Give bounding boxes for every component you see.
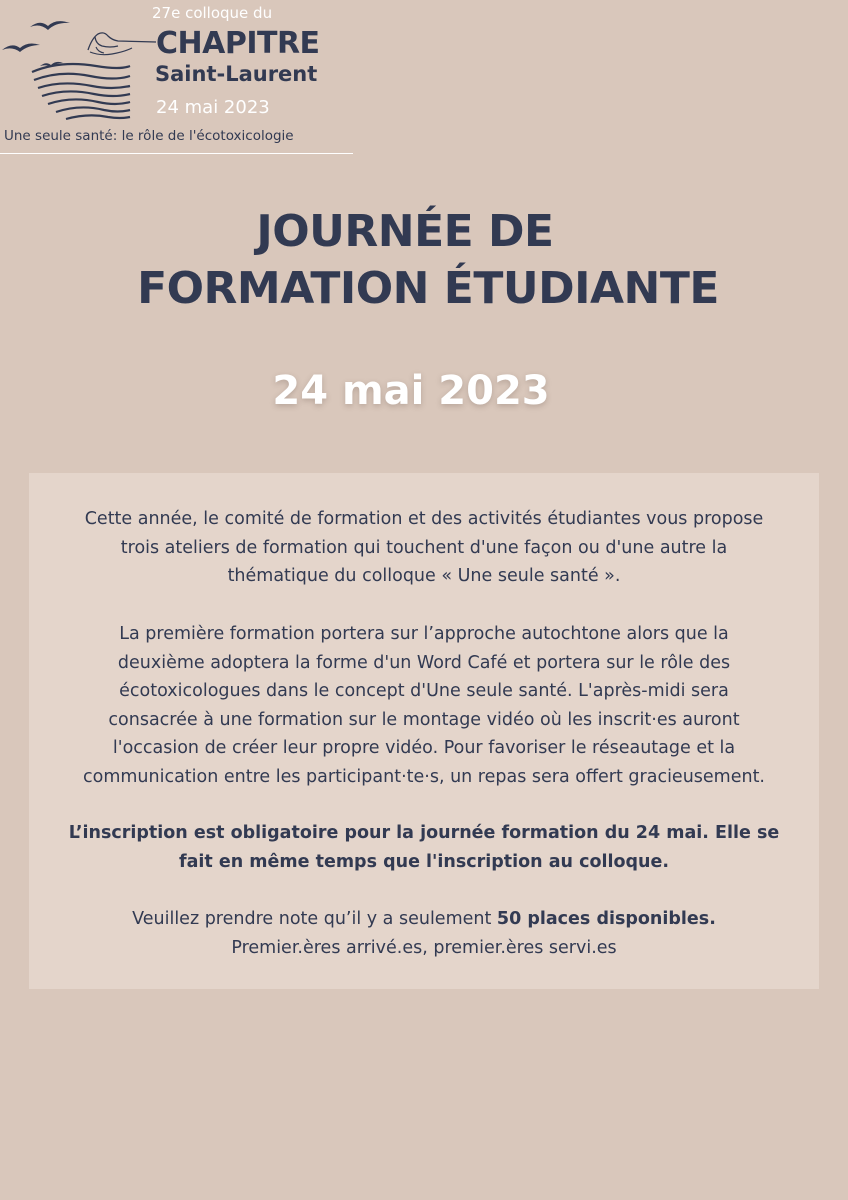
registration-notice <box>29 819 819 876</box>
paragraph-line: Premier.ères arrivé.es, premier.ères servi.es <box>231 937 617 958</box>
header-divider <box>0 153 353 154</box>
paragraph-line: fait en même temps que l'inscription au colloque. <box>178 851 670 872</box>
logo-birds-hands-waves-icon <box>0 0 160 130</box>
details-paragraph <box>29 620 819 791</box>
intro-paragraph <box>29 505 819 591</box>
chapter-name: CHAPITRE <box>156 26 320 61</box>
paragraph-line: L’inscription est obligatoire pour la journée formation du 24 mai. Elle se <box>68 823 780 843</box>
paragraph-line: communication entre les participant·te·s, un repas sera offert gracieusement. <box>82 766 765 787</box>
colloque-theme: Une seule santé: le rôle de l'écotoxicologie <box>4 128 294 144</box>
event-header <box>0 0 360 160</box>
header-date: 24 mai 2023 <box>156 97 270 118</box>
paragraph-line: l'occasion de créer leur propre vidéo. Pour favoriser le réseautage et la <box>112 738 736 758</box>
paragraph-line: écotoxicologues dans le concept d'Une seule santé. L'après-midi sera <box>119 681 729 701</box>
title-line-2: FORMATION ÉTUDIANTE <box>137 263 719 314</box>
colloque-number: 27e colloque du <box>152 4 273 22</box>
event-date: 24 mai 2023 <box>272 368 550 414</box>
page-title <box>0 203 848 317</box>
paragraph-line: La première formation portera sur l’approche autochtone alors que la <box>119 624 729 644</box>
places-notice <box>29 905 819 962</box>
paragraph-line: thématique du colloque « Une seule santé ». <box>227 566 621 586</box>
chapter-subname: Saint-Laurent <box>155 62 318 86</box>
places-prefix: Veuillez prendre note qu’il y a seulement <box>132 909 497 929</box>
places-count: 50 places disponibles. <box>496 909 716 929</box>
paragraph-line: deuxième adoptera la forme d'un Word Café et portera sur le rôle des <box>117 652 731 673</box>
paragraph-line: Cette année, le comité de formation et des activités étudiantes vous propose <box>84 509 764 529</box>
title-line-1: JOURNÉE DE <box>256 206 554 257</box>
description-panel <box>29 473 819 989</box>
paragraph-line: consacrée à une formation sur le montage vidéo où les inscrit·es auront <box>108 709 740 730</box>
paragraph-line <box>29 905 819 934</box>
paragraph-line: trois ateliers de formation qui touchent d'une façon ou d'une autre la <box>120 537 728 558</box>
